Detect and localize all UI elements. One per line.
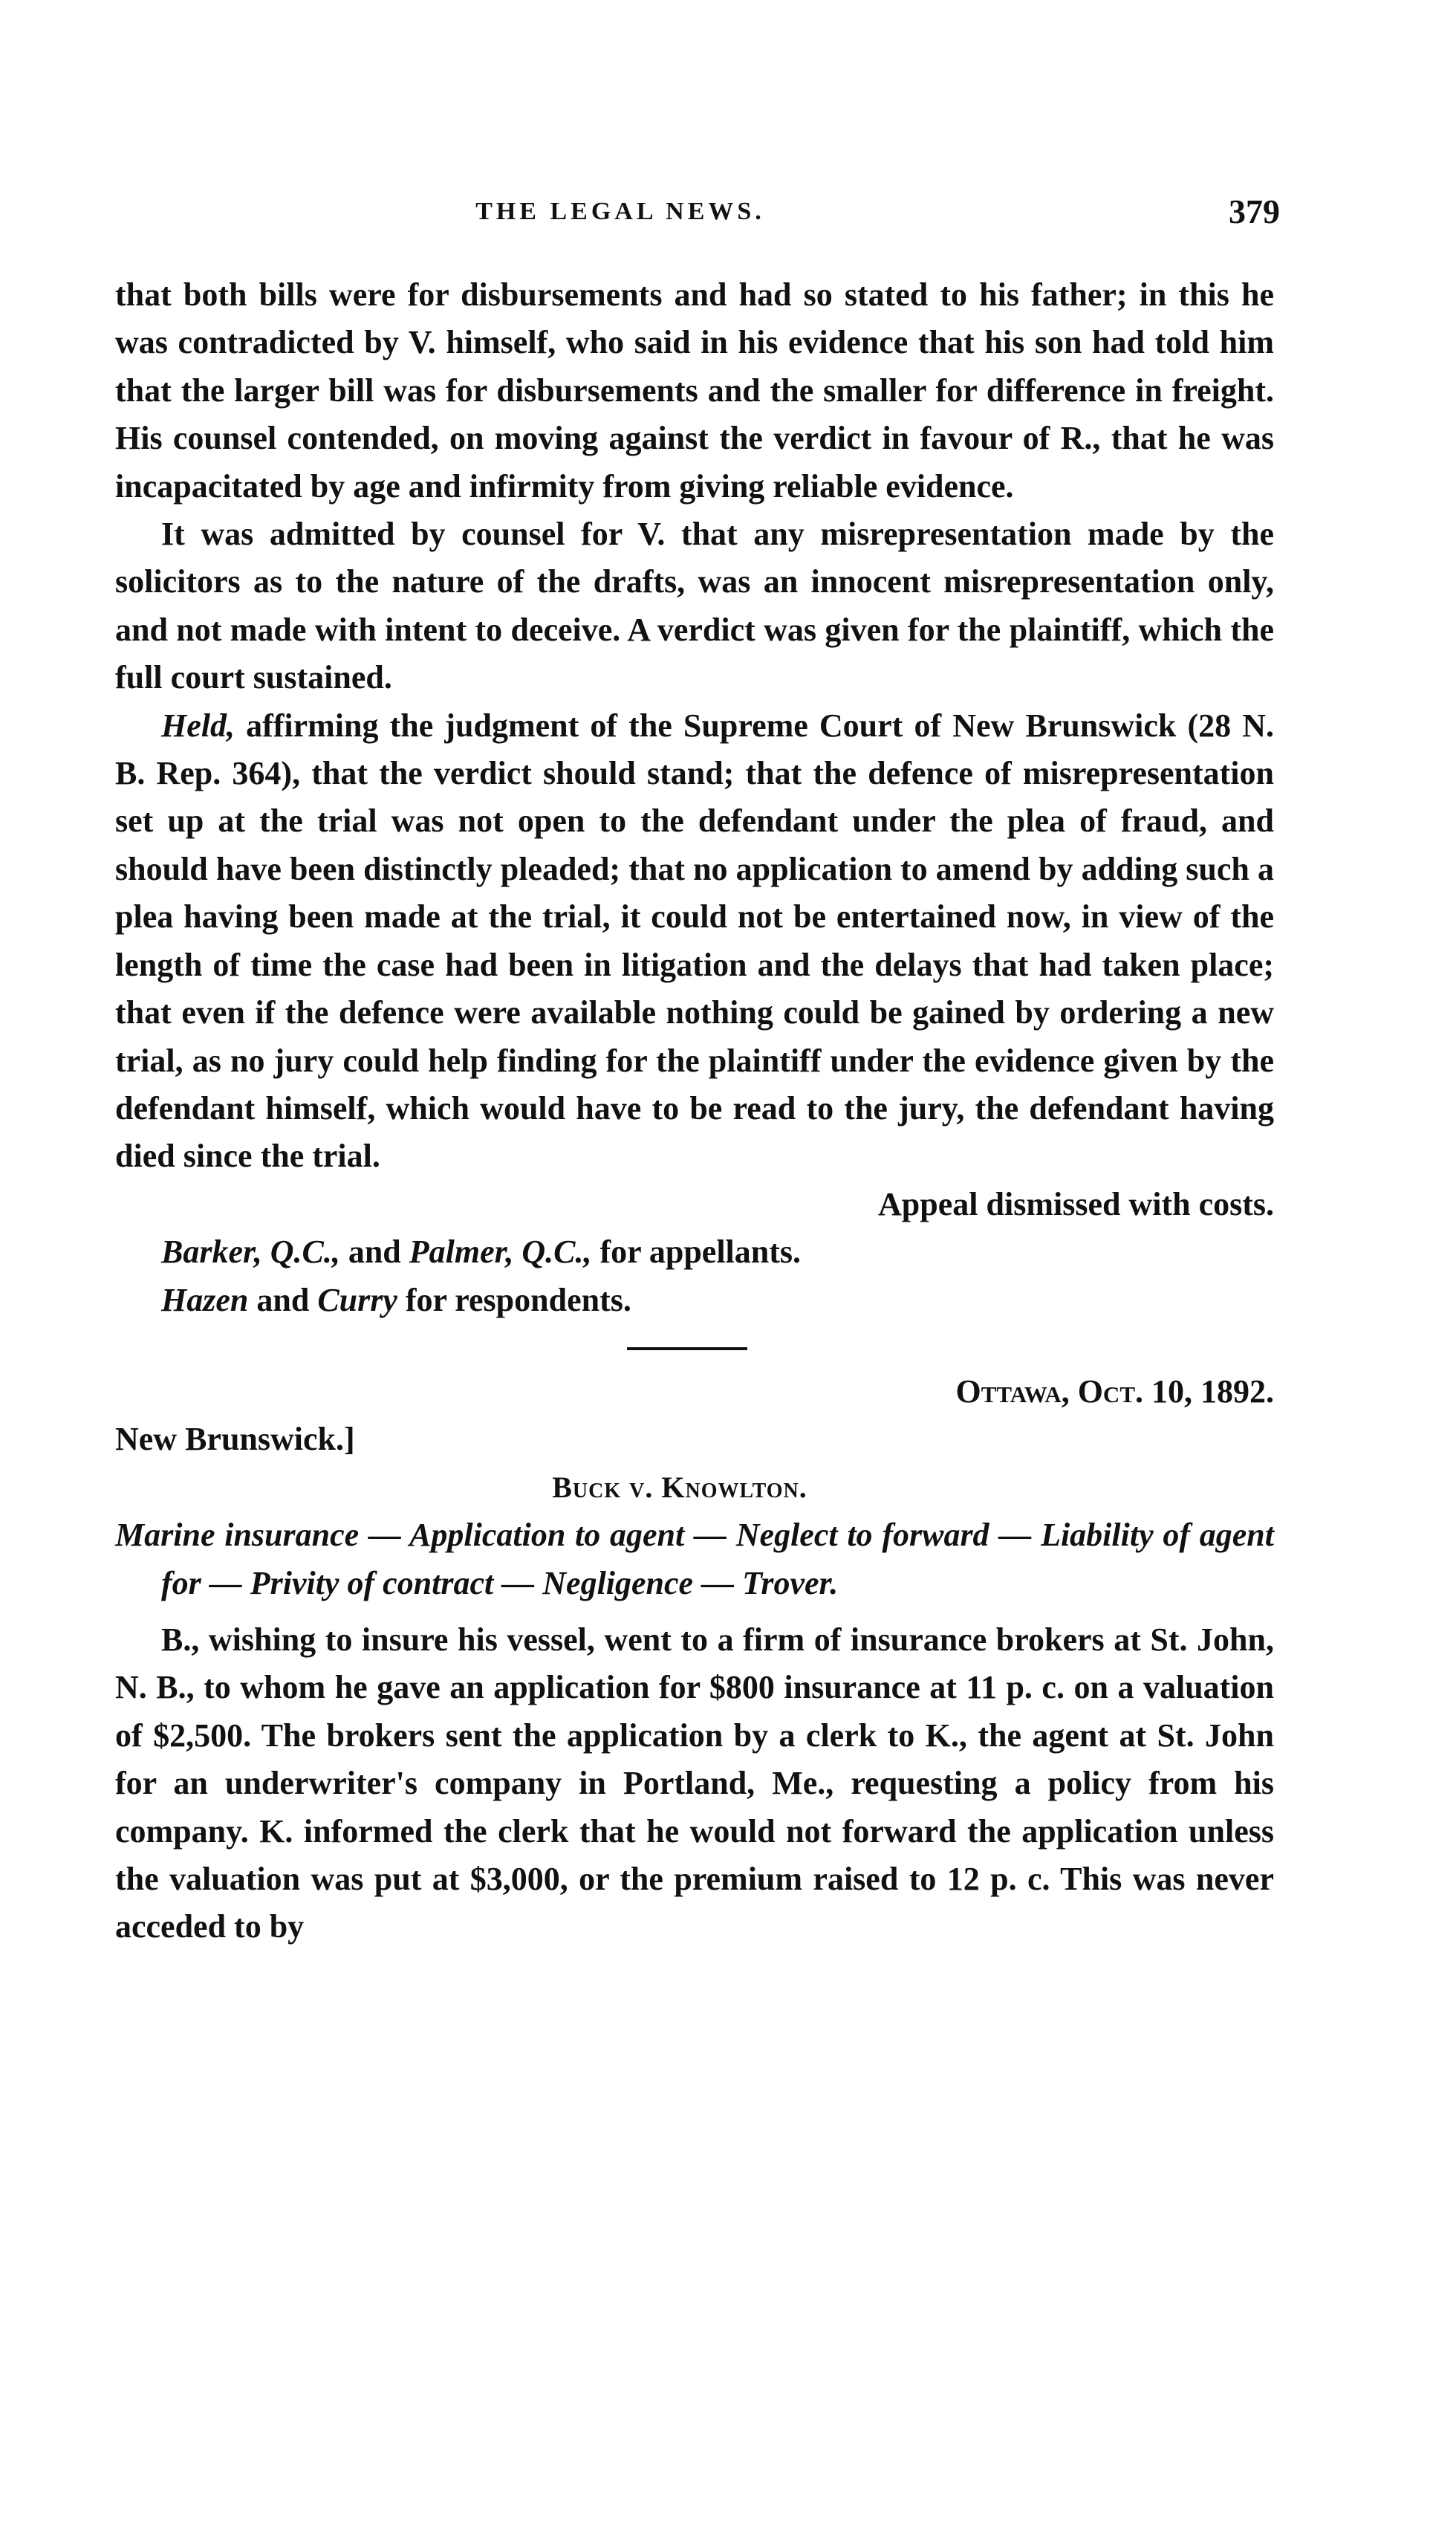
held-label: Held,: [161, 707, 235, 744]
paragraph-continuation: that both bills were for disbursements and had so stated to his father; in this he was contradicted by V. himself, who said in his evidence that his son had told him that the larger bill was for disbursements and the smaller for difference in freight. His counsel contended, on moving against the verdict in favour of R., that he was incapacitated by age and infirmity from giving reliable evidence.: [115, 276, 1274, 505]
counsel-name: Curry: [317, 1281, 397, 1318]
counsel-name: Palmer, Q.C.,: [409, 1234, 592, 1271]
counsel-conjunction: and: [339, 1234, 409, 1271]
province-label: New Brunswick.]: [115, 1421, 355, 1458]
counsel-role: for appellants.: [591, 1234, 802, 1271]
dateline: Ottawa, Oct. 10, 1892.: [955, 1372, 1274, 1410]
counsel-conjunction: and: [248, 1281, 318, 1318]
counsel-name: Barker, Q.C.,: [161, 1234, 340, 1271]
paragraph-facts: B., wishing to insure his vessel, went to a firm of insurance brokers at St. John, N. B., to whom he gave an application for $800 insurance at 11 p. c. on a valuation of $2,500. The brokers sent the application by a clerk to K., the agent at St. John for an underwriter's company in Portland, Me., requesting a policy from his company. K. informed the clerk that he would not forward the application unless the valuation was put at $3,000, or the premium raised to 12 p. c. This was never acceded to by: [115, 1621, 1274, 1945]
case-title: Buck v. Knowlton.: [552, 1470, 807, 1504]
document-page: [115, 0, 1280, 2525]
paragraph-admission: It was admitted by counsel for V. that any misrepresentation made by the solicitors as to the nature of the drafts, was an innocent misrepresentation only, and not made with intent to deceive. A verdict was given for the plaintiff, which the full court sustained.: [115, 516, 1274, 696]
counsel-appellants: [161, 1228, 1274, 1276]
counsel-name: Hazen: [161, 1281, 249, 1318]
page-number: 379: [1229, 192, 1280, 230]
running-title: THE LEGAL NEWS.: [475, 198, 765, 225]
counsel-respondents: [161, 1277, 1274, 1324]
held-text: affirming the judgment of the Supreme Court of New Brunswick (28 N. B. Rep. 364), that the verdict should stand; that the defence of misrepresentation set up at the trial was not open to the defendant under the plea of fraud, and should have been distinctly pleaded; that no application to amend by adding such a plea having been made at the trial, it could not be entertained now, in view of the length of time the case had been in litigation and the delays that had taken place; that even if the defence were available nothing could be gained by ordering a new trial, as no jury could help finding for the plaintiff under the evidence given by the defendant himself, which would have to be read to the jury, the defendant having died since the trial.: [115, 707, 1274, 1175]
paragraph-held: [115, 702, 1274, 1181]
disposition: Appeal dismissed with costs.: [878, 1185, 1274, 1222]
body-text: [115, 271, 1274, 1951]
headnote: Marine insurance — Application to agent — Neglect to forward — Liability of agent for — Privity of contract — Negligence — Trover.: [115, 1517, 1274, 1601]
section-divider: [627, 1347, 747, 1350]
running-header: [115, 192, 1280, 236]
counsel-role: for respondents.: [397, 1281, 631, 1318]
